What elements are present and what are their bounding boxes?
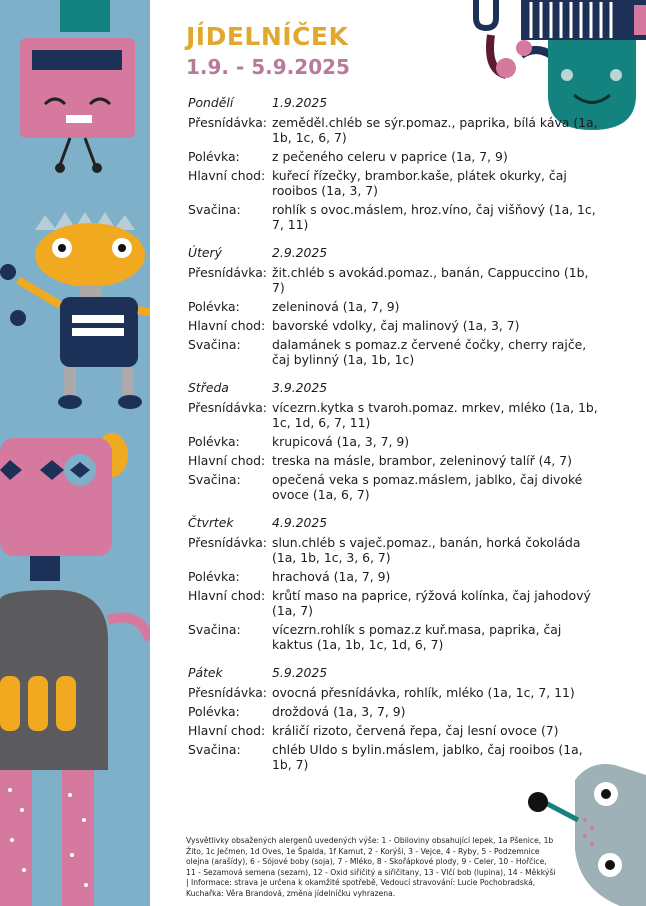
day-header [188,515,600,530]
meal-label: Svačina: [188,472,241,487]
meal-row [188,704,600,719]
day-header [188,95,600,110]
meal-label: Svačina: [188,202,241,217]
day-name: Úterý [188,245,222,260]
day-date: 2.9.2025 [272,245,328,260]
meal-label: Polévka: [188,569,240,584]
meal-value: z pečeného celeru v paprice (1a, 7, 9) [272,149,508,164]
meal-row [188,168,600,198]
day-block [188,380,600,502]
meal-value: slun.chléb s vaječ.pomaz., banán, horká čokoláda (1a, 1b, 1c, 3, 6, 7) [272,535,581,565]
meal-value: hrachová (1a, 7, 9) [272,569,391,584]
day-header [188,245,600,260]
meal-value: bavorské vdolky, čaj malinový (1a, 3, 7) [272,318,520,333]
meal-value: treska na másle, brambor, zeleninový talíř (4, 7) [272,453,572,468]
meal-value: rohlík s ovoc.máslem, hroz.víno, čaj višňový (1a, 1c, 7, 11) [272,202,596,232]
meal-label: Hlavní chod: [188,723,266,738]
meal-label: Svačina: [188,622,241,637]
day-block [188,245,600,367]
day-header [188,665,600,680]
meal-value: ovocná přesnídávka, rohlík, mléko (1a, 1c, 7, 11) [272,685,575,700]
robot3-head [0,438,112,556]
meal-label: Polévka: [188,299,240,314]
meal-value: chléb Uldo s bylin.máslem, jablko, čaj rooibos (1a, 1b, 7) [272,742,583,772]
meal-row [188,299,600,314]
day-name: Čtvrtek [188,515,234,530]
day-name: Pondělí [188,95,234,110]
meal-label: Přesnídávka: [188,535,267,550]
meal-row [188,453,600,468]
meal-row [188,434,600,449]
meal-row [188,400,600,430]
meal-label: Polévka: [188,434,240,449]
day-block [188,95,600,232]
meal-row [188,622,600,652]
day-date: 1.9.2025 [272,95,328,110]
day-header [188,380,600,395]
weekly-menu [188,95,600,785]
day-date: 5.9.2025 [272,665,328,680]
meal-row [188,337,600,367]
meal-value: zeleninová (1a, 7, 9) [272,299,400,314]
meal-label: Svačina: [188,337,241,352]
meal-label: Svačina: [188,742,241,757]
meal-row [188,202,600,232]
meal-row [188,685,600,700]
meal-label: Přesnídávka: [188,115,267,130]
meal-value: opečená veka s pomaz.máslem, jablko, čaj divoké ovoce (1a, 6, 7) [272,472,583,502]
meal-value: vícezrn.kytka s tvaroh.pomaz. mrkev, mléko (1a, 1b, 1c, 1d, 6, 7, 11) [272,400,598,430]
day-date: 3.9.2025 [272,380,328,395]
meal-value: králičí rizoto, červená řepa, čaj lesní ovoce (7) [272,723,559,738]
meal-value: vícezrn.rohlík s pomaz.z kuř.masa, paprika, čaj kaktus (1a, 1b, 1c, 1d, 6, 7) [272,622,562,652]
allergen-footnote: Vysvětlivky obsažených alergenů uvedených výše: 1 - Obiloviny obsahující lepek, 1a Pšenice, 1b Žito, 1c Ječmen, 1d Oves, 1e Špalda, 1f Kamut, 2 - Korýši, 3 - Vejce, 4 - Ryby, 5 - Podzemnice olejna (arašídy), 6 - Sójové boby (soja), 7 - Mléko, 8 - Skořápkové plody, 9 - Celer, 10 - Hořčice, 11 - Sezamová semena (sezam), 12 - Oxid siřičitý a siřičitany, 13 - Vlčí bob (lupina), 14 - Měkkýši | Informace: strava je určena k okamžité spotřebě, Vedoucí stravování: Lucie Pochobradská, Kuchařka: Věra Brandová, změna jídelníčku vyhrazena. [186,836,556,898]
menu-date-range: 1.9. - 5.9.2025 [186,55,350,79]
meal-row [188,588,600,618]
day-date: 4.9.2025 [272,515,328,530]
meal-label: Přesnídávka: [188,685,267,700]
meal-row [188,149,600,164]
meal-row [188,115,600,145]
meal-value: droždová (1a, 3, 7, 9) [272,704,406,719]
left-decorative-strip [0,0,150,906]
robots-illustration [0,0,150,906]
day-block [188,665,600,772]
day-block [188,515,600,652]
meal-row [188,472,600,502]
meal-label: Přesnídávka: [188,400,267,415]
meal-label: Polévka: [188,704,240,719]
meal-value: krůtí maso na paprice, rýžová kolínka, čaj jahodový (1a, 7) [272,588,591,618]
meal-row [188,569,600,584]
meal-row [188,535,600,565]
day-name: Pátek [188,665,223,680]
robot1-visor [32,50,122,70]
robot-antenna-top [60,0,110,32]
meal-value: krupicová (1a, 3, 7, 9) [272,434,410,449]
meal-row [188,723,600,738]
meal-label: Hlavní chod: [188,318,266,333]
meal-value: žit.chléb s avokád.pomaz., banán, Cappuccino (1b, 7) [272,265,589,295]
meal-value: dalamánek s pomaz.z červené čočky, cherry rajče, čaj bylinný (1a, 1b, 1c) [272,337,587,367]
day-name: Středa [188,380,229,395]
meal-label: Hlavní chod: [188,588,266,603]
meal-label: Polévka: [188,149,240,164]
menu-title: JÍDELNÍČEK [186,22,349,51]
meal-value: kuřecí řízečky, brambor.kaše, plátek okurky, čaj rooibos (1a, 3, 7) [272,168,567,198]
meal-label: Hlavní chod: [188,453,266,468]
meal-row [188,318,600,333]
meal-label: Přesnídávka: [188,265,267,280]
meal-row [188,742,600,772]
meal-row [188,265,600,295]
meal-label: Hlavní chod: [188,168,266,183]
meal-value: zeměděl.chléb se sýr.pomaz., paprika, bílá káva (1a, 1b, 1c, 6, 7) [272,115,598,145]
